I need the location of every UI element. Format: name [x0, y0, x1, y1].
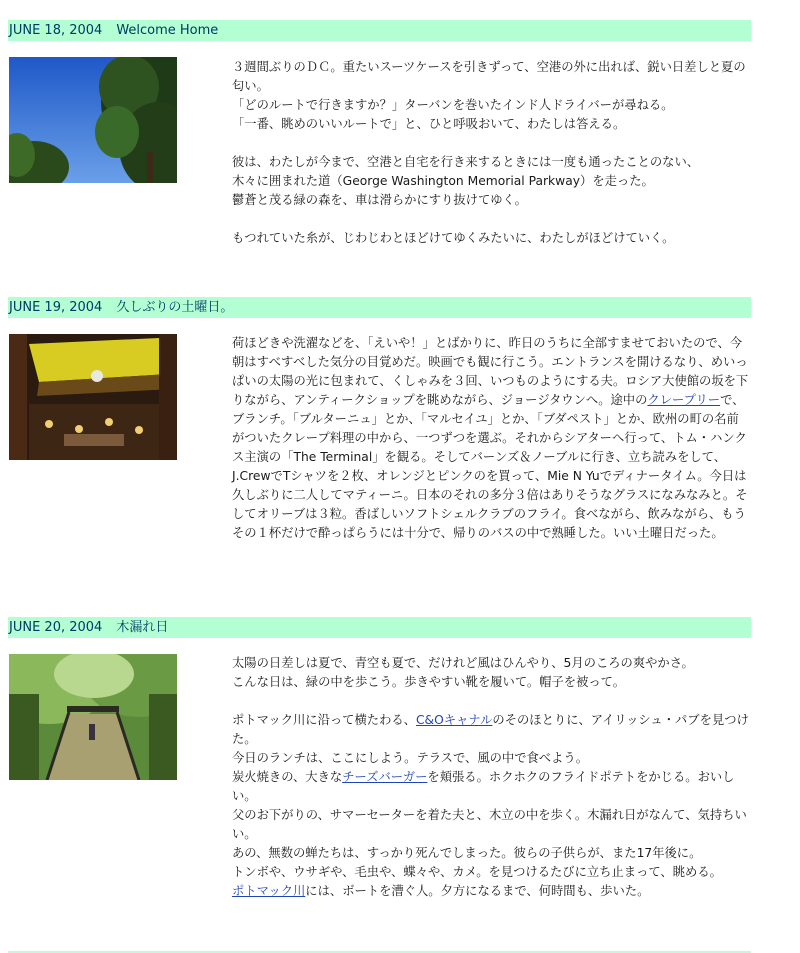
entry-title: Welcome Home: [116, 23, 219, 38]
text-segment: 太陽の日差しは夏で、青空も夏で、だけれど風はひんやり、5月のころの爽やかさ。: [232, 656, 694, 670]
entry-date: JUNE 18, 2004: [9, 23, 103, 38]
entry-date: JUNE 20, 2004: [9, 620, 103, 635]
text-segment: 今日のランチは、ここにしよう。テラスで、風の中で食べよう。: [232, 751, 588, 765]
text-segment: を頬張る。ホクホクのフライドポテトをかじる。おいしい。: [232, 770, 735, 803]
inline-link[interactable]: チーズバーガー: [342, 770, 428, 784]
entry-paragraph: [232, 334, 750, 543]
inline-link[interactable]: C&Oキャナル: [415, 713, 493, 727]
entry-paragraph: [232, 711, 750, 901]
text-segment: のそのほとりに、アイリッシュ・パブを見つけた。: [232, 713, 749, 746]
text-segment: 父のお下がりの、サマーセーターを着た夫と、木立の中を歩く。木漏れ日がなんて、気持ちいい。: [232, 808, 747, 841]
text-segment: 鬱蒼と茂る緑の森を、車は滑らかにすり抜けてゆく。: [232, 193, 527, 207]
entry-header: [8, 297, 751, 318]
entry-paragraph: [232, 58, 750, 134]
text-segment: こんな日は、緑の中を歩こう。歩きやすい靴を履いて。帽子を被って。: [232, 675, 626, 689]
text-segment: ポトマック川に沿って横たわる、: [232, 713, 416, 727]
entry-date: JUNE 19, 2004: [9, 300, 103, 315]
text-segment: もつれていた糸が、じわじわとほどけてゆくみたいに、わたしがほどけていく。: [232, 231, 675, 245]
entry-paragraph: [232, 229, 750, 248]
text-segment: 「どのルートで行きますか？」ターバンを巻いたインド人ドライバーが尋ねる。: [232, 98, 674, 112]
entry-header: [8, 20, 751, 41]
text-segment: で、ブランチ。「ブルターニュ」とか、「マルセイユ」とか、「ブダペスト」とか、欧州の町の名前がついたクレープ料理の中から、一つずつを選ぶ。それからシアターへ行って、トム・ハンクス主演の「The Terminal」を観る。そしてバーンズ＆ノーブルに行き、立ち読みをして、J.CrewでTシャツを２枚、オレンジとピンクのを買って、Mie N Yuでディナータイム。今日は久しぶりに二人してマティーニ。日本のそれの多分３倍はありそうなグラスになみなみと。そしてオリーブは３粒。香ばしいソフトシェルクラブのフライ。食べながら、飲みながら、もうその１杯だけで酔っぱらうには十分で、帰りのバスの中で熟睡した。いい土曜日だった。: [232, 393, 748, 540]
text-segment: あの、無数の蝉たちは、すっかり死んでしまった。彼らの子供らが、また17年後に。: [232, 846, 702, 860]
text-segment: 彼は、わたしが今まで、空港と自宅を行き来するときには一度も通ったことのない、: [232, 155, 700, 169]
inline-link[interactable]: ポトマック川: [232, 884, 306, 898]
text-segment: 「一番、眺めのいいルートで」と、ひと呼吸おいて、わたしは答える。: [232, 117, 626, 131]
text-segment: には、ボートを漕ぐ人。夕方になるまで、何時間も、歩いた。: [305, 884, 650, 898]
inline-link[interactable]: クレープリー: [647, 393, 721, 407]
text-segment: トンボや、ウサギや、毛虫や、蝶々や、カメ。を見つけるたびに立ち止まって、眺める。: [232, 865, 722, 879]
photo-restaurant-interior: [9, 334, 177, 460]
entry-header: [8, 617, 751, 638]
text-segment: ３週間ぶりのＤＣ。重たいスーツケースを引きずって、空港の外に出れば、鋭い日差しと夏の匂い。: [232, 60, 746, 93]
photo-sky-trees: [9, 57, 177, 183]
entry-body: [232, 58, 750, 267]
entry-body: [232, 334, 750, 562]
entry-title: 久しぶりの土曜日。: [116, 300, 234, 315]
text-segment: 木々に囲まれた道（George Washington Memorial Parkway）を走った。: [232, 174, 654, 188]
photo-forest-bridge: [9, 654, 177, 780]
entry-paragraph: [232, 654, 750, 692]
text-segment: 荷ほどきや洗濯などを、「えいや！」とばかりに、昨日のうちに全部すませておいたので、今朝はすべすべした気分の目覚めだ。映画でも観に行こう。エントランスを開けるなり、めいっぱいの太陽の光に包まれて、くしゃみを３回、いつものようにする夫。ロシア大使館の坂を下りながら、アンティークショップを眺めながら、ジョージタウンへ。途中の: [232, 336, 749, 407]
entry-paragraph: [232, 153, 750, 210]
text-segment: 炭火焼きの、大きな: [232, 770, 343, 784]
entry-title: 木漏れ日: [116, 620, 169, 635]
entry-body: [232, 654, 750, 920]
